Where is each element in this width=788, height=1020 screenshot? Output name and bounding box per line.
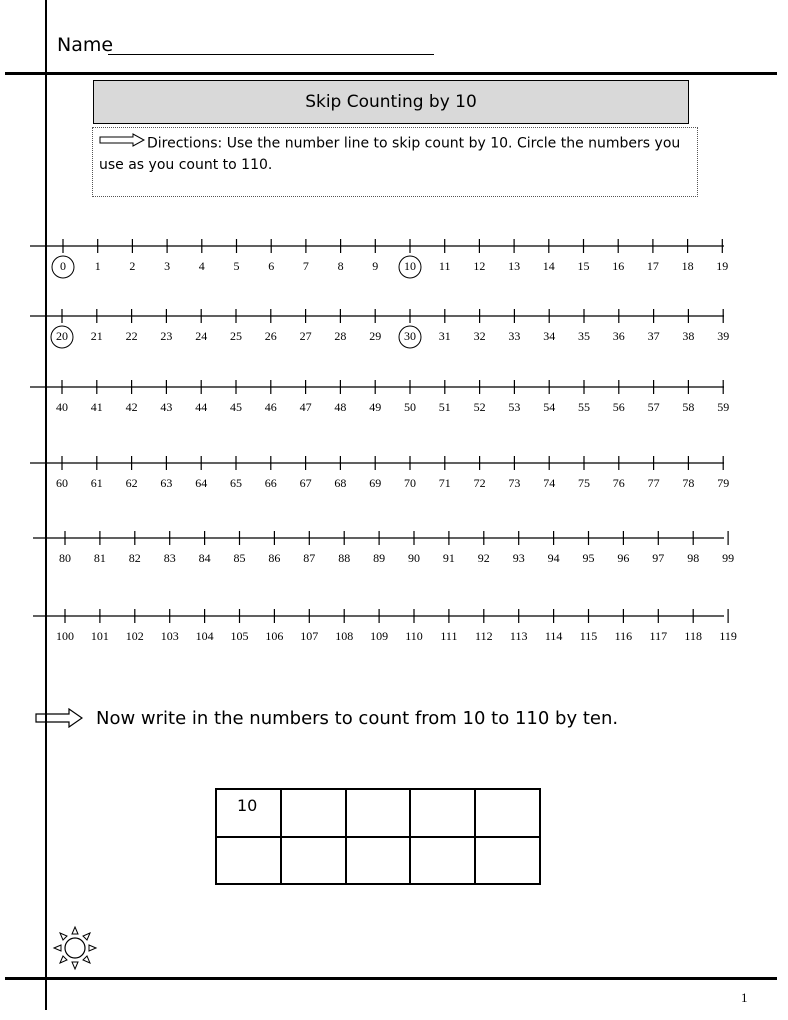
number-line-label[interactable]: 92 <box>477 551 490 565</box>
number-line-label[interactable]: 88 <box>338 551 351 565</box>
number-line-label[interactable]: 74 <box>543 476 556 490</box>
number-line-label[interactable]: 4 <box>198 259 205 273</box>
number-line-label[interactable]: 2 <box>129 259 136 273</box>
number-line-label[interactable]: 97 <box>652 551 665 565</box>
number-line-label[interactable]: 44 <box>195 400 208 414</box>
number-line-label[interactable]: 80 <box>59 551 71 565</box>
answer-grid <box>215 788 541 885</box>
answer-cell[interactable] <box>347 838 412 886</box>
number-line-label[interactable]: 21 <box>90 329 103 343</box>
number-line-label[interactable]: 28 <box>334 329 347 343</box>
number-line-label[interactable]: 31 <box>438 329 451 343</box>
number-line-label[interactable]: 100 <box>56 629 74 643</box>
number-line-label[interactable]: 25 <box>230 329 242 343</box>
number-line-label[interactable]: 6 <box>268 259 275 273</box>
number-line-label[interactable]: 17 <box>646 259 659 273</box>
right-arrow-outline-icon <box>99 133 145 154</box>
number-line-label[interactable]: 96 <box>617 551 630 565</box>
number-line-label[interactable]: 48 <box>334 400 347 414</box>
number-line-label[interactable]: 40 <box>56 400 68 414</box>
number-line-label[interactable]: 61 <box>90 476 103 490</box>
number-line-label[interactable]: 37 <box>647 329 660 343</box>
number-line-label[interactable]: 52 <box>473 400 486 414</box>
number-line-label[interactable]: 20 <box>56 329 68 343</box>
number-line-label[interactable]: 47 <box>299 400 312 414</box>
number-line-label[interactable]: 114 <box>544 629 563 643</box>
number-line-label[interactable]: 54 <box>543 400 556 414</box>
answer-cell[interactable] <box>476 838 541 886</box>
number-line-label[interactable]: 53 <box>508 400 521 414</box>
number-line-label[interactable]: 66 <box>264 476 277 490</box>
number-line-label[interactable]: 84 <box>198 551 211 565</box>
number-line-label[interactable]: 95 <box>582 551 595 565</box>
number-line-label[interactable]: 55 <box>578 400 590 414</box>
number-line-label[interactable]: 35 <box>578 329 590 343</box>
name-label: Name <box>57 34 114 56</box>
number-line-label[interactable]: 57 <box>647 400 660 414</box>
worksheet-title: Skip Counting by 10 <box>93 80 689 124</box>
number-line-label[interactable]: 118 <box>684 629 702 643</box>
number-line-label[interactable]: 112 <box>475 629 493 643</box>
answer-cell[interactable] <box>347 790 412 838</box>
number-line-label[interactable]: 85 <box>233 551 246 565</box>
number-line-label[interactable]: 45 <box>230 400 242 414</box>
number-line-label[interactable]: 38 <box>682 329 695 343</box>
number-line-label[interactable]: 10 <box>404 259 416 273</box>
number-line-label[interactable]: 0 <box>60 259 66 273</box>
number-line-label[interactable]: 103 <box>160 629 179 643</box>
number-line-label[interactable]: 42 <box>125 400 138 414</box>
number-line-label[interactable]: 51 <box>438 400 451 414</box>
number-line-label[interactable]: 36 <box>612 329 625 343</box>
number-line-label[interactable]: 94 <box>547 551 560 565</box>
number-line-label[interactable]: 83 <box>163 551 176 565</box>
number-line-label[interactable]: 76 <box>612 476 625 490</box>
number-line-label[interactable]: 33 <box>508 329 521 343</box>
answer-cell[interactable] <box>282 790 347 838</box>
number-line-label[interactable]: 50 <box>404 400 416 414</box>
number-line-label[interactable]: 26 <box>264 329 277 343</box>
name-field[interactable] <box>108 54 434 55</box>
number-line-label[interactable]: 12 <box>473 259 486 273</box>
number-line-label[interactable]: 116 <box>614 629 633 643</box>
number-line-label[interactable]: 58 <box>682 400 695 414</box>
number-line-label[interactable]: 98 <box>687 551 700 565</box>
number-line-label[interactable]: 43 <box>160 400 173 414</box>
number-line-label[interactable]: 3 <box>164 259 171 273</box>
directions-box <box>92 127 698 197</box>
number-line-label[interactable]: 8 <box>337 259 344 273</box>
right-arrow-outline-icon <box>35 708 83 732</box>
top-rule <box>5 72 777 75</box>
number-line-label[interactable]: 106 <box>265 629 284 643</box>
number-line-label[interactable]: 60 <box>56 476 68 490</box>
margin-line <box>45 0 47 1010</box>
number-line-label[interactable]: 110 <box>405 629 423 643</box>
number-line-label[interactable]: 101 <box>90 629 109 643</box>
number-line-label[interactable]: 102 <box>125 629 144 643</box>
number-line-label[interactable]: 23 <box>160 329 173 343</box>
number-line-label[interactable]: 56 <box>612 400 625 414</box>
number-line-label[interactable]: 90 <box>408 551 420 565</box>
number-line-label[interactable]: 89 <box>373 551 386 565</box>
number-line-label[interactable]: 41 <box>90 400 103 414</box>
answer-cell[interactable]: 10 <box>217 790 282 838</box>
instruction-text: Now write in the numbers to count from 10 to 110 by ten. <box>96 708 619 729</box>
number-line-label[interactable]: 49 <box>369 400 382 414</box>
number-line-label[interactable]: 15 <box>577 259 590 273</box>
answer-cell[interactable] <box>217 838 282 886</box>
number-line-label[interactable]: 62 <box>125 476 138 490</box>
answer-cell[interactable] <box>476 790 541 838</box>
number-line-label[interactable]: 59 <box>717 400 730 414</box>
answer-cell[interactable] <box>282 838 347 886</box>
number-line-label[interactable]: 72 <box>473 476 486 490</box>
number-line-label[interactable]: 32 <box>473 329 486 343</box>
number-line-label[interactable]: 93 <box>512 551 525 565</box>
number-line-label[interactable]: 99 <box>722 551 735 565</box>
number-line-label[interactable]: 113 <box>509 629 528 643</box>
number-line-label[interactable]: 27 <box>299 329 312 343</box>
number-line-label[interactable]: 115 <box>579 629 598 643</box>
number-line-label[interactable]: 18 <box>681 259 694 273</box>
number-line-label[interactable]: 82 <box>128 551 141 565</box>
number-line-label[interactable]: 67 <box>299 476 312 490</box>
number-line-label[interactable]: 46 <box>264 400 277 414</box>
number-line-label[interactable]: 73 <box>508 476 521 490</box>
number-line-label[interactable]: 77 <box>647 476 660 490</box>
number-line-label[interactable]: 16 <box>612 259 625 273</box>
number-line-label[interactable]: 11 <box>438 259 451 273</box>
number-line-label[interactable]: 24 <box>195 329 208 343</box>
page-number: 1 <box>741 990 748 1005</box>
number-line-label[interactable]: 91 <box>442 551 455 565</box>
bottom-rule <box>5 977 777 980</box>
number-line-label[interactable]: 65 <box>230 476 242 490</box>
number-line-label[interactable]: 34 <box>543 329 556 343</box>
number-line-label[interactable]: 86 <box>268 551 281 565</box>
number-line-label[interactable]: 68 <box>334 476 347 490</box>
number-line-label[interactable]: 108 <box>335 629 354 643</box>
number-line-label[interactable]: 81 <box>93 551 106 565</box>
number-line-label[interactable]: 29 <box>369 329 382 343</box>
number-line-label[interactable]: 111 <box>440 629 458 643</box>
number-line-label[interactable]: 22 <box>125 329 138 343</box>
number-line-label[interactable]: 105 <box>230 629 249 643</box>
number-line-label[interactable]: 13 <box>508 259 521 273</box>
number-line-label[interactable]: 5 <box>233 259 240 273</box>
answer-cell[interactable] <box>411 790 476 838</box>
number-line-label[interactable]: 75 <box>578 476 590 490</box>
number-line-label[interactable]: 117 <box>649 629 668 643</box>
number-line-label[interactable]: 71 <box>438 476 451 490</box>
number-line-label[interactable]: 9 <box>372 259 379 273</box>
number-line-label[interactable]: 109 <box>370 629 389 643</box>
number-line-label[interactable]: 63 <box>160 476 173 490</box>
number-line-label[interactable]: 104 <box>195 629 214 643</box>
number-line-label[interactable]: 107 <box>300 629 319 643</box>
number-line-label[interactable]: 39 <box>717 329 730 343</box>
number-line-label[interactable]: 78 <box>682 476 695 490</box>
number-line-label[interactable]: 87 <box>303 551 316 565</box>
number-line-label[interactable]: 119 <box>719 629 737 643</box>
answer-cell[interactable] <box>411 838 476 886</box>
number-line-label[interactable]: 69 <box>369 476 382 490</box>
number-line-label[interactable]: 7 <box>302 259 309 273</box>
sun-icon <box>52 925 98 975</box>
number-line-label[interactable]: 19 <box>716 259 729 273</box>
number-line-label[interactable]: 79 <box>717 476 730 490</box>
number-line-label[interactable]: 64 <box>195 476 208 490</box>
number-line-label[interactable]: 14 <box>542 259 555 273</box>
number-line-label[interactable]: 30 <box>404 329 416 343</box>
directions-text: Directions: Use the number line to skip count by 10. Circle the numbers you use as you count to 110. <box>99 135 681 173</box>
number-line-label[interactable]: 1 <box>94 259 101 273</box>
number-line-label[interactable]: 70 <box>404 476 416 490</box>
